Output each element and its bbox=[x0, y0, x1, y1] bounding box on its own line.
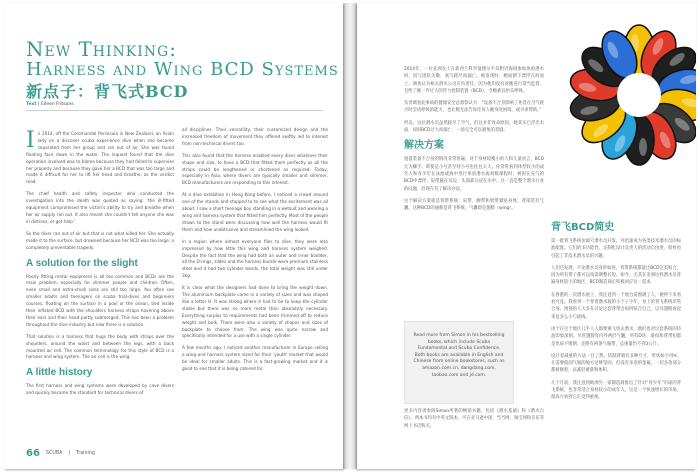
paragraph-cn: 这个解决方案就是背带系统：肩带、腰带和胯带紧贴身体，背部装有气囊。这种BCD的通称是背飞系统，气囊即是翅膀（wing）。 bbox=[404, 198, 544, 212]
paragraph: The chief health and safety inspector who conducted the investigation into the death was quoted as saying: 'the ill-fitted equipment compromised the victim's ability to try and breathe when her air supply ran out. It also meant she couldn't tell anyone she was in distress, or get help.' bbox=[26, 191, 174, 224]
promo-text-cn: 更多内容请参阅Simon所著的畅销书籍，包括《潜水基础》和《潜水自信》。两本书均有中英文版本，可在亚马逊中国、当当网、淘宝网和京东等网上书店购买。 bbox=[404, 409, 544, 429]
subheading-history-cn: 背飞BCD简史 bbox=[551, 222, 615, 233]
article-title-chinese: 新点子：背飞式BCD bbox=[26, 82, 189, 101]
subheading-solution: A solution for the slight bbox=[26, 257, 138, 269]
paragraph-cn: 2014年，一位亚洲女士在新西兰科罗曼德尔半岛附近海域参加体验潜水时，因与团队失散，氧气耗尽而溺亡。被发现时，她面朝下漂浮在海面上。调查认为相关潜水公司应负责任，因为他们没有对她进行适当监督，且给了她一件过大的浮力控制装置（BCD），令她难以抬头呼吸。 bbox=[404, 67, 544, 94]
paragraph-cn: 所以，这位潜水员虽然耗尽了空气，但这并非致命原因。她其实已浮出水面，却因BCD过大而溺亡：一场完全可以避免的悲剧。 bbox=[404, 120, 544, 134]
intro-paragraph: n 2014, off the Coromandel Peninsula in New Zealand, an Asian lady on a discover scuba experience dive when she became separated from her group and ran out of air. She was found floating face down in the water. The inquest found that the dive operation involved was to blame because they had failed to supervise her properly and because they gave her a BCD that was too large and made it difficult for her to lift her head and breathe, as the verdict read. bbox=[26, 131, 174, 185]
paragraph: The first harness and wing systems were developed by cave divers and quickly became the standard for technical divers of bbox=[26, 383, 174, 396]
right-page bbox=[357, 3, 696, 469]
paragraph: This also found that the harness enabled every diver whatever their shape and size, to have a BCD that fitted them perfectly as all the straps could be lengthened or shortened as required. Today, especially in Asia, where divers are typically smaller and slimmer, BCD manufacturers are responding to this interest. bbox=[182, 152, 328, 186]
promo-text-cn-block bbox=[404, 408, 544, 435]
bcd-ring-photo bbox=[561, 3, 696, 208]
right-column-2 bbox=[551, 222, 681, 407]
paragraph: In a region where almost everyone flies to dive, they were also impressed by how little this wing and harness system weighed. Despite the fact that the wing had both an outer and inner bladder, all the D-rings, slides and the harness buckle were premium stainless steel and it had two cylinder bands, the total weight was still under 3kg. bbox=[182, 238, 328, 279]
byline: Text | Eileen Fritsons bbox=[26, 102, 74, 107]
byline-author: Eileen Fritsons bbox=[40, 102, 74, 107]
paragraph: So the diver ran out of air but that is not what killed her. She actually made it to the surface, but drowned because her BCD was too large: a completely preventable tragedy. bbox=[26, 230, 174, 250]
paragraph-cn: 人们还发现，不论潜水员身形如何，背带系统都能让BCD完美贴合，因为所有带子都可以按需调整长短。如今，尤其在亚洲这样潜水员普遍身材较小的地区，BCD制造商正积极回应这一需求。 bbox=[551, 265, 681, 286]
paragraph-cn: 几个月前，我注意到欧洲另一家制造商推出了针对“青少年”市场的背飞系统，也非常适合身材较小的成年人。这是一个快速增长的市场，很高兴看到它正受到重视。 bbox=[551, 380, 681, 401]
byline-divider bbox=[26, 110, 323, 111]
paragraph: all disciplines. Their versatility, their customized design and the increased freedom of movement they offered swiftly led to interest from non-technical divers too. bbox=[182, 127, 328, 146]
bcd-wings-illustration bbox=[561, 3, 696, 208]
paragraph-cn: 由于在这个地区几乎人人都要乘飞机去潜水，他们也对这套系统的轻盈印象深刻。尽管翅膀有内外两层气囊，所有D环、滑扣和背带扣都是优质不锈钢，还附有两条气瓶带，总重量仍不到3公斤。 bbox=[551, 326, 681, 347]
subheading-solution-cn: 解决方案 bbox=[404, 140, 444, 152]
magazine-name: SCUBA bbox=[45, 451, 63, 456]
paragraph: A few months ago, I noticed another manufacturer in Europe selling a wing and harness system sized for their 'youth' market that would be ideal for smaller adults. This is a fast-growing market and it is good to see that it is being catered for. bbox=[182, 345, 328, 372]
promo-text: Read more from Simon in his bestselling books, which include Scuba Fundamental and Scuba Confidence. Both books are available in English and Chinese from online bookstores, such as amazon.com.cn, dangdang.com, taobao.com and jd.com. bbox=[413, 333, 505, 378]
book-promo-box bbox=[404, 321, 514, 404]
paragraph-cn: 第一批背飞系统由洞穴潜水员开发，并迅速成为各类技术潜水员的标准配置。它们的多功能性、定制化设计及更大的活动自由度，很快也引起了非技术潜水员的兴趣。 bbox=[551, 239, 681, 259]
article-title-line1: New Thinking: bbox=[26, 37, 177, 61]
byline-label: Text bbox=[26, 102, 37, 107]
paragraph-cn: 在香港的一次潜水展上，我注意到一个展台前围满了人，便停下来看看究竟。我看到一个穿着潜水服的小个子少年，身上的背飞系统非常合身。围观的人大多在讨论这套背带会如何贴合自己，以及翅膀看起来是多么小巧流线。 bbox=[551, 292, 681, 320]
paragraph: Poorly fitting rental equipment is all too common and BCDs are the main problem, especially for slimmer people and children. Often, even small and extra-small sizes are still too large. You often see smaller adults and teenagers on scuba trial-dives and beginners courses, floating on the surface in a pool or the ocean, tied inside their inflated BCD with the shoulders harness straps hovering above their ears and their head partly submerged. This has been a problem throughout the dive industry but now there is a solution. bbox=[26, 273, 174, 327]
article-title-line2: Harness and Wing BCD Systems bbox=[26, 59, 339, 80]
paragraph: That solution is a harness that hugs the body with straps over the shoulders, around the waist and between the legs, with a back mounted air cell. The common terminology for this style of BCD is a harness and wing system. The air cell is the wing. bbox=[26, 333, 174, 360]
left-column-2 bbox=[182, 127, 328, 378]
section-name: Training bbox=[76, 451, 95, 456]
paragraph-cn: 租借装备不合身的情况非常普遍，对于身材较瘦小的人和儿童而言，BCD尤为棘手。即使是小号甚至特小号也往往太大。你常常看到体型较小的成年人和青少年在泳池或海中进行体验潜水或初级课程时，被困在充气的BCD中漂浮，肩带悬在耳边，头部部分浸在水中。这一直是整个潜水行业的问题，但现在有了解决办法。 bbox=[404, 157, 544, 192]
spine-shadow bbox=[343, 3, 357, 469]
right-column-1 bbox=[404, 66, 544, 217]
paragraph: At a dive exhibition in Hong Kong before, I noticed a crowd around one of the stands and stopped to to see what the excitement was all about. I saw a short teenage boy standing in a wetsuit and wearing a wing and harness system that fitted him perfectly. Most of the people drawn to the stand were discussing how well the harness would fit them and how unobtrusive and streamlined the wing looked. bbox=[182, 192, 329, 232]
paragraph: It is clear what the designers had done to bring the weight down. The aluminium backplate came in a variety of sizes and was shaped like a letter H. It was strong where it had to be to keep the cylinder stable but there was no more metal than absolutely necessary. Everything surplus to requirements had been trimmed off to reduce weight and bulk. There were also a variety of shapes and sizes of backplate to choose from. The wing was quite narrow and specifically intended for a use with a single cylinder. bbox=[182, 285, 328, 339]
subheading-history: A little history bbox=[26, 367, 93, 379]
paragraph-cn: 设计者减重的方法一目了然。铝制背板有多种尺寸，形状如字母H，在需要稳固气瓶的地方足够坚固，但没有多余的金属。一切多余部分都被修剪，以减轻重量和体积。 bbox=[551, 353, 681, 374]
page-footer: 66 SCUBA | Training bbox=[26, 448, 95, 459]
ring-center bbox=[617, 73, 661, 117]
drop-cap: I bbox=[26, 128, 35, 153]
page-number: 66 bbox=[26, 448, 40, 459]
paragraph-cn: 负责调查此事故的健康安全总督察认为：“设备不合身影响了死者在空气耗尽时尝试呼吸的能力，也让她无法告诉任何人她身处困境，或寻求帮助。” bbox=[404, 101, 544, 114]
left-column-1 bbox=[26, 128, 174, 402]
left-page bbox=[4, 3, 343, 469]
